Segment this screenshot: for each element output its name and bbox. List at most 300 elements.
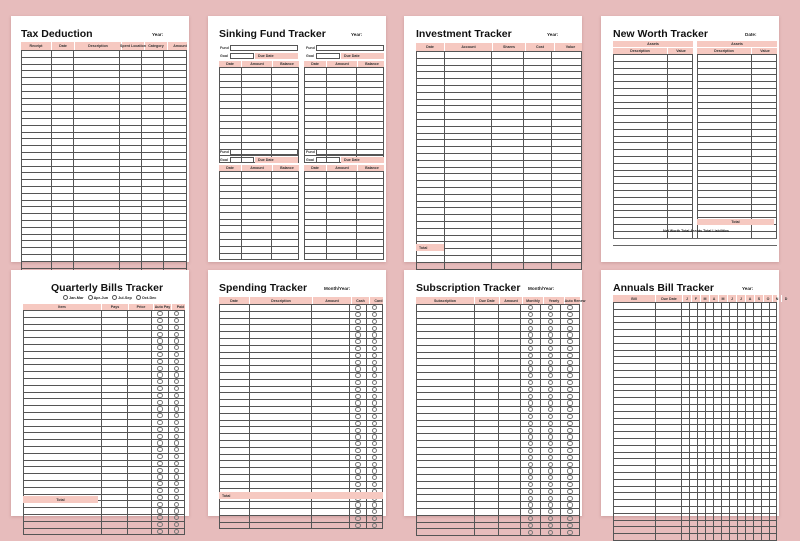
table-cell[interactable] xyxy=(271,172,299,178)
goal-field[interactable] xyxy=(316,157,340,163)
table-cell[interactable] xyxy=(311,461,349,467)
table-cell[interactable] xyxy=(613,459,655,465)
table-cell[interactable] xyxy=(127,406,151,412)
table-cell[interactable] xyxy=(271,116,299,122)
table-cell[interactable] xyxy=(713,521,721,527)
table-cell[interactable] xyxy=(697,143,751,149)
table-cell[interactable] xyxy=(168,427,185,433)
checkbox-circle[interactable] xyxy=(355,455,360,460)
checkbox-circle[interactable] xyxy=(372,455,377,460)
table-cell[interactable] xyxy=(713,351,721,357)
table-cell[interactable] xyxy=(168,352,185,358)
table-cell[interactable] xyxy=(523,222,551,228)
table-cell[interactable] xyxy=(560,414,580,420)
table-cell[interactable] xyxy=(119,119,141,125)
table-cell[interactable] xyxy=(311,421,349,427)
table-cell[interactable] xyxy=(655,459,681,465)
table-cell[interactable] xyxy=(713,459,721,465)
table-cell[interactable] xyxy=(681,425,689,431)
table-cell[interactable] xyxy=(474,312,498,318)
table-cell[interactable] xyxy=(119,58,141,64)
table-cell[interactable] xyxy=(729,493,737,499)
table-cell[interactable] xyxy=(729,317,737,323)
checkbox-circle[interactable] xyxy=(528,482,533,487)
table-cell[interactable] xyxy=(697,116,751,122)
table-cell[interactable] xyxy=(219,312,249,318)
table-cell[interactable] xyxy=(168,311,185,317)
checkbox-circle[interactable] xyxy=(528,441,533,446)
quarter-option[interactable]: Oct-Dec xyxy=(136,295,157,300)
table-cell[interactable] xyxy=(523,140,551,146)
table-cell[interactable] xyxy=(474,489,498,495)
table-cell[interactable] xyxy=(366,387,383,393)
table-cell[interactable] xyxy=(560,516,580,522)
table-cell[interactable] xyxy=(751,177,777,183)
table-cell[interactable] xyxy=(349,516,366,522)
table-cell[interactable] xyxy=(713,412,721,418)
table-cell[interactable] xyxy=(151,352,168,358)
table-cell[interactable] xyxy=(141,255,163,261)
checkbox-circle[interactable] xyxy=(528,305,533,310)
table-cell[interactable] xyxy=(51,235,73,241)
table-cell[interactable] xyxy=(613,184,667,190)
table-cell[interactable] xyxy=(523,134,551,140)
table-cell[interactable] xyxy=(219,319,249,325)
table-cell[interactable] xyxy=(737,303,745,309)
table-cell[interactable] xyxy=(311,502,349,508)
table-cell[interactable] xyxy=(523,188,551,194)
table-cell[interactable] xyxy=(349,312,366,318)
table-cell[interactable] xyxy=(151,420,168,426)
table-cell[interactable] xyxy=(219,468,249,474)
table-cell[interactable] xyxy=(51,194,73,200)
table-cell[interactable] xyxy=(498,455,520,461)
table-cell[interactable] xyxy=(141,228,163,234)
table-cell[interactable] xyxy=(745,534,753,540)
table-cell[interactable] xyxy=(655,514,681,520)
table-cell[interactable] xyxy=(491,106,523,112)
table-cell[interactable] xyxy=(219,305,249,311)
checkbox-circle[interactable] xyxy=(528,421,533,426)
table-cell[interactable] xyxy=(416,482,474,488)
table-cell[interactable] xyxy=(721,371,729,377)
table-cell[interactable] xyxy=(551,215,582,221)
table-cell[interactable] xyxy=(271,186,299,192)
table-cell[interactable] xyxy=(697,419,705,425)
table-cell[interactable] xyxy=(751,69,777,75)
table-cell[interactable] xyxy=(689,412,697,418)
table-cell[interactable] xyxy=(745,425,753,431)
checkbox-circle[interactable] xyxy=(528,434,533,439)
checkbox-circle[interactable] xyxy=(528,428,533,433)
table-cell[interactable] xyxy=(73,105,119,111)
checkbox-circle[interactable] xyxy=(372,319,377,324)
table-cell[interactable] xyxy=(163,119,187,125)
table-cell[interactable] xyxy=(23,338,101,344)
table-cell[interactable] xyxy=(721,317,729,323)
table-cell[interactable] xyxy=(613,453,655,459)
table-cell[interactable] xyxy=(705,534,713,540)
table-cell[interactable] xyxy=(219,448,249,454)
table-cell[interactable] xyxy=(560,400,580,406)
table-cell[interactable] xyxy=(667,69,693,75)
table-cell[interactable] xyxy=(689,493,697,499)
table-cell[interactable] xyxy=(745,378,753,384)
table-cell[interactable] xyxy=(101,372,127,378)
table-cell[interactable] xyxy=(697,432,705,438)
table-cell[interactable] xyxy=(168,433,185,439)
checkbox-circle[interactable] xyxy=(528,319,533,324)
table-cell[interactable] xyxy=(613,419,655,425)
table-cell[interactable] xyxy=(444,168,491,174)
table-cell[interactable] xyxy=(613,198,667,204)
table-cell[interactable] xyxy=(491,134,523,140)
table-cell[interactable] xyxy=(551,52,582,58)
table-cell[interactable] xyxy=(520,441,540,447)
checkbox-circle[interactable] xyxy=(355,516,360,521)
table-cell[interactable] xyxy=(311,414,349,420)
table-cell[interactable] xyxy=(613,205,667,211)
table-cell[interactable] xyxy=(474,475,498,481)
table-cell[interactable] xyxy=(713,323,721,329)
table-cell[interactable] xyxy=(655,344,681,350)
table-cell[interactable] xyxy=(163,180,187,186)
table-cell[interactable] xyxy=(745,507,753,513)
table-cell[interactable] xyxy=(737,534,745,540)
table-cell[interactable] xyxy=(219,366,249,372)
table-cell[interactable] xyxy=(241,136,271,142)
table-cell[interactable] xyxy=(119,71,141,77)
table-cell[interactable] xyxy=(498,400,520,406)
table-cell[interactable] xyxy=(366,468,383,474)
table-cell[interactable] xyxy=(311,373,349,379)
table-cell[interactable] xyxy=(349,461,366,467)
checkbox-circle[interactable] xyxy=(528,380,533,385)
table-cell[interactable] xyxy=(168,331,185,337)
table-cell[interactable] xyxy=(551,106,582,112)
table-cell[interactable] xyxy=(51,201,73,207)
checkbox-circle[interactable] xyxy=(528,373,533,378)
table-cell[interactable] xyxy=(23,461,101,467)
table-cell[interactable] xyxy=(249,366,311,372)
table-cell[interactable] xyxy=(753,466,761,472)
table-cell[interactable] xyxy=(667,109,693,115)
table-cell[interactable] xyxy=(101,406,127,412)
table-cell[interactable] xyxy=(127,359,151,365)
table-cell[interactable] xyxy=(705,310,713,316)
table-cell[interactable] xyxy=(769,378,777,384)
table-cell[interactable] xyxy=(219,102,241,108)
table-cell[interactable] xyxy=(366,359,383,365)
table-cell[interactable] xyxy=(613,378,655,384)
table-cell[interactable] xyxy=(713,385,721,391)
table-cell[interactable] xyxy=(667,116,693,122)
table-cell[interactable] xyxy=(416,387,474,393)
table-cell[interactable] xyxy=(416,359,474,365)
table-cell[interactable] xyxy=(737,364,745,370)
table-cell[interactable] xyxy=(745,487,753,493)
table-cell[interactable] xyxy=(745,521,753,527)
table-cell[interactable] xyxy=(697,75,751,81)
table-cell[interactable] xyxy=(491,188,523,194)
quarter-option[interactable]: Jan-Mar xyxy=(63,295,84,300)
table-cell[interactable] xyxy=(241,102,271,108)
table-cell[interactable] xyxy=(705,351,713,357)
table-cell[interactable] xyxy=(304,82,326,88)
table-cell[interactable] xyxy=(737,453,745,459)
table-cell[interactable] xyxy=(416,393,474,399)
checkbox-circle[interactable] xyxy=(355,414,360,419)
table-cell[interactable] xyxy=(304,129,326,135)
table-cell[interactable] xyxy=(249,332,311,338)
table-cell[interactable] xyxy=(241,109,271,115)
table-cell[interactable] xyxy=(151,461,168,467)
table-cell[interactable] xyxy=(491,256,523,262)
table-cell[interactable] xyxy=(729,527,737,533)
table-cell[interactable] xyxy=(491,127,523,133)
table-cell[interactable] xyxy=(168,399,185,405)
table-cell[interactable] xyxy=(551,174,582,180)
table-cell[interactable] xyxy=(141,133,163,139)
table-cell[interactable] xyxy=(101,359,127,365)
table-cell[interactable] xyxy=(356,226,384,232)
table-cell[interactable] xyxy=(697,500,705,506)
table-cell[interactable] xyxy=(304,75,326,81)
checkbox-circle[interactable] xyxy=(548,502,553,507)
fund-field[interactable] xyxy=(316,149,384,155)
table-cell[interactable] xyxy=(560,495,580,501)
table-cell[interactable] xyxy=(21,228,51,234)
table-cell[interactable] xyxy=(737,385,745,391)
table-cell[interactable] xyxy=(311,482,349,488)
table-cell[interactable] xyxy=(761,317,769,323)
checkbox-circle[interactable] xyxy=(355,441,360,446)
table-cell[interactable] xyxy=(219,434,249,440)
table-cell[interactable] xyxy=(219,109,241,115)
table-cell[interactable] xyxy=(119,146,141,152)
table-cell[interactable] xyxy=(761,514,769,520)
table-cell[interactable] xyxy=(551,147,582,153)
table-cell[interactable] xyxy=(560,407,580,413)
table-cell[interactable] xyxy=(73,126,119,132)
table-cell[interactable] xyxy=(491,52,523,58)
table-cell[interactable] xyxy=(249,475,311,481)
table-cell[interactable] xyxy=(444,263,491,269)
table-cell[interactable] xyxy=(560,325,580,331)
table-cell[interactable] xyxy=(737,357,745,363)
table-cell[interactable] xyxy=(667,130,693,136)
table-cell[interactable] xyxy=(761,323,769,329)
table-cell[interactable] xyxy=(721,480,729,486)
checkbox-circle[interactable] xyxy=(157,359,162,364)
table-cell[interactable] xyxy=(21,180,51,186)
table-cell[interactable] xyxy=(498,325,520,331)
table-cell[interactable] xyxy=(474,346,498,352)
table-cell[interactable] xyxy=(729,514,737,520)
table-cell[interactable] xyxy=(540,393,560,399)
table-cell[interactable] xyxy=(745,473,753,479)
table-cell[interactable] xyxy=(21,112,51,118)
table-cell[interactable] xyxy=(729,351,737,357)
table-cell[interactable] xyxy=(560,455,580,461)
table-cell[interactable] xyxy=(311,407,349,413)
checkbox-circle[interactable] xyxy=(528,502,533,507)
table-cell[interactable] xyxy=(721,500,729,506)
table-cell[interactable] xyxy=(51,173,73,179)
table-cell[interactable] xyxy=(498,509,520,515)
checkbox-circle[interactable] xyxy=(372,448,377,453)
table-cell[interactable] xyxy=(613,191,667,197)
table-cell[interactable] xyxy=(141,119,163,125)
table-cell[interactable] xyxy=(219,122,241,128)
table-cell[interactable] xyxy=(745,344,753,350)
table-cell[interactable] xyxy=(349,373,366,379)
table-cell[interactable] xyxy=(737,473,745,479)
checkbox-circle[interactable] xyxy=(528,326,533,331)
table-cell[interactable] xyxy=(349,393,366,399)
table-cell[interactable] xyxy=(560,393,580,399)
table-cell[interactable] xyxy=(356,143,384,149)
table-cell[interactable] xyxy=(737,432,745,438)
checkbox-circle[interactable] xyxy=(174,393,179,398)
table-cell[interactable] xyxy=(551,79,582,85)
table-cell[interactable] xyxy=(745,527,753,533)
table-cell[interactable] xyxy=(491,215,523,221)
table-cell[interactable] xyxy=(474,448,498,454)
table-cell[interactable] xyxy=(551,229,582,235)
table-cell[interactable] xyxy=(751,96,777,102)
table-cell[interactable] xyxy=(311,468,349,474)
table-cell[interactable] xyxy=(241,233,271,239)
table-cell[interactable] xyxy=(416,305,474,311)
table-cell[interactable] xyxy=(737,378,745,384)
table-cell[interactable] xyxy=(119,112,141,118)
table-cell[interactable] xyxy=(127,379,151,385)
table-cell[interactable] xyxy=(613,344,655,350)
table-cell[interactable] xyxy=(769,507,777,513)
table-cell[interactable] xyxy=(697,514,705,520)
table-cell[interactable] xyxy=(540,482,560,488)
table-cell[interactable] xyxy=(151,413,168,419)
table-cell[interactable] xyxy=(613,303,655,309)
table-cell[interactable] xyxy=(523,208,551,214)
table-cell[interactable] xyxy=(304,179,326,185)
table-cell[interactable] xyxy=(326,247,356,253)
table-cell[interactable] xyxy=(304,240,326,246)
table-cell[interactable] xyxy=(416,140,444,146)
table-cell[interactable] xyxy=(613,439,655,445)
checkbox-circle[interactable] xyxy=(355,421,360,426)
table-cell[interactable] xyxy=(667,218,693,224)
table-cell[interactable] xyxy=(219,461,249,467)
checkbox-circle[interactable] xyxy=(567,387,572,392)
table-cell[interactable] xyxy=(551,222,582,228)
table-cell[interactable] xyxy=(498,516,520,522)
table-cell[interactable] xyxy=(667,82,693,88)
checkbox-circle[interactable] xyxy=(174,338,179,343)
table-cell[interactable] xyxy=(101,495,127,501)
table-cell[interactable] xyxy=(23,325,101,331)
table-cell[interactable] xyxy=(737,412,745,418)
table-cell[interactable] xyxy=(753,391,761,397)
table-cell[interactable] xyxy=(613,466,655,472)
checkbox-circle[interactable] xyxy=(528,489,533,494)
table-cell[interactable] xyxy=(311,380,349,386)
table-cell[interactable] xyxy=(613,487,655,493)
table-cell[interactable] xyxy=(416,161,444,167)
table-cell[interactable] xyxy=(163,65,187,71)
table-cell[interactable] xyxy=(163,262,187,268)
table-cell[interactable] xyxy=(520,529,540,535)
table-cell[interactable] xyxy=(219,220,241,226)
table-cell[interactable] xyxy=(21,221,51,227)
table-cell[interactable] xyxy=(761,446,769,452)
table-cell[interactable] xyxy=(491,113,523,119)
table-cell[interactable] xyxy=(560,366,580,372)
table-cell[interactable] xyxy=(705,317,713,323)
table-cell[interactable] xyxy=(667,150,693,156)
table-cell[interactable] xyxy=(655,507,681,513)
table-cell[interactable] xyxy=(491,147,523,153)
table-cell[interactable] xyxy=(520,434,540,440)
checkbox-circle[interactable] xyxy=(567,462,572,467)
table-cell[interactable] xyxy=(697,527,705,533)
table-cell[interactable] xyxy=(729,385,737,391)
checkbox-circle[interactable] xyxy=(174,386,179,391)
table-cell[interactable] xyxy=(141,180,163,186)
table-cell[interactable] xyxy=(713,371,721,377)
table-cell[interactable] xyxy=(241,226,271,232)
table-cell[interactable] xyxy=(667,164,693,170)
table-cell[interactable] xyxy=(416,448,474,454)
table-cell[interactable] xyxy=(705,487,713,493)
table-cell[interactable] xyxy=(560,441,580,447)
checkbox-circle[interactable] xyxy=(355,475,360,480)
table-cell[interactable] xyxy=(356,68,384,74)
table-cell[interactable] xyxy=(697,493,705,499)
fund-field[interactable] xyxy=(316,45,384,51)
table-cell[interactable] xyxy=(356,75,384,81)
checkbox-circle[interactable] xyxy=(174,413,179,418)
table-cell[interactable] xyxy=(655,337,681,343)
table-cell[interactable] xyxy=(168,529,185,535)
table-cell[interactable] xyxy=(474,366,498,372)
table-cell[interactable] xyxy=(73,78,119,84)
table-cell[interactable] xyxy=(416,312,474,318)
table-cell[interactable] xyxy=(713,432,721,438)
table-cell[interactable] xyxy=(141,221,163,227)
table-cell[interactable] xyxy=(753,371,761,377)
table-cell[interactable] xyxy=(697,177,751,183)
table-cell[interactable] xyxy=(523,93,551,99)
table-cell[interactable] xyxy=(737,330,745,336)
table-cell[interactable] xyxy=(520,312,540,318)
checkbox-circle[interactable] xyxy=(355,434,360,439)
table-cell[interactable] xyxy=(520,339,540,345)
table-cell[interactable] xyxy=(416,236,444,242)
table-cell[interactable] xyxy=(304,88,326,94)
table-cell[interactable] xyxy=(168,501,185,507)
table-cell[interactable] xyxy=(697,466,705,472)
table-cell[interactable] xyxy=(416,113,444,119)
table-cell[interactable] xyxy=(51,58,73,64)
table-cell[interactable] xyxy=(101,331,127,337)
table-cell[interactable] xyxy=(498,529,520,535)
table-cell[interactable] xyxy=(416,373,474,379)
table-cell[interactable] xyxy=(168,406,185,412)
table-cell[interactable] xyxy=(697,323,705,329)
table-cell[interactable] xyxy=(491,208,523,214)
